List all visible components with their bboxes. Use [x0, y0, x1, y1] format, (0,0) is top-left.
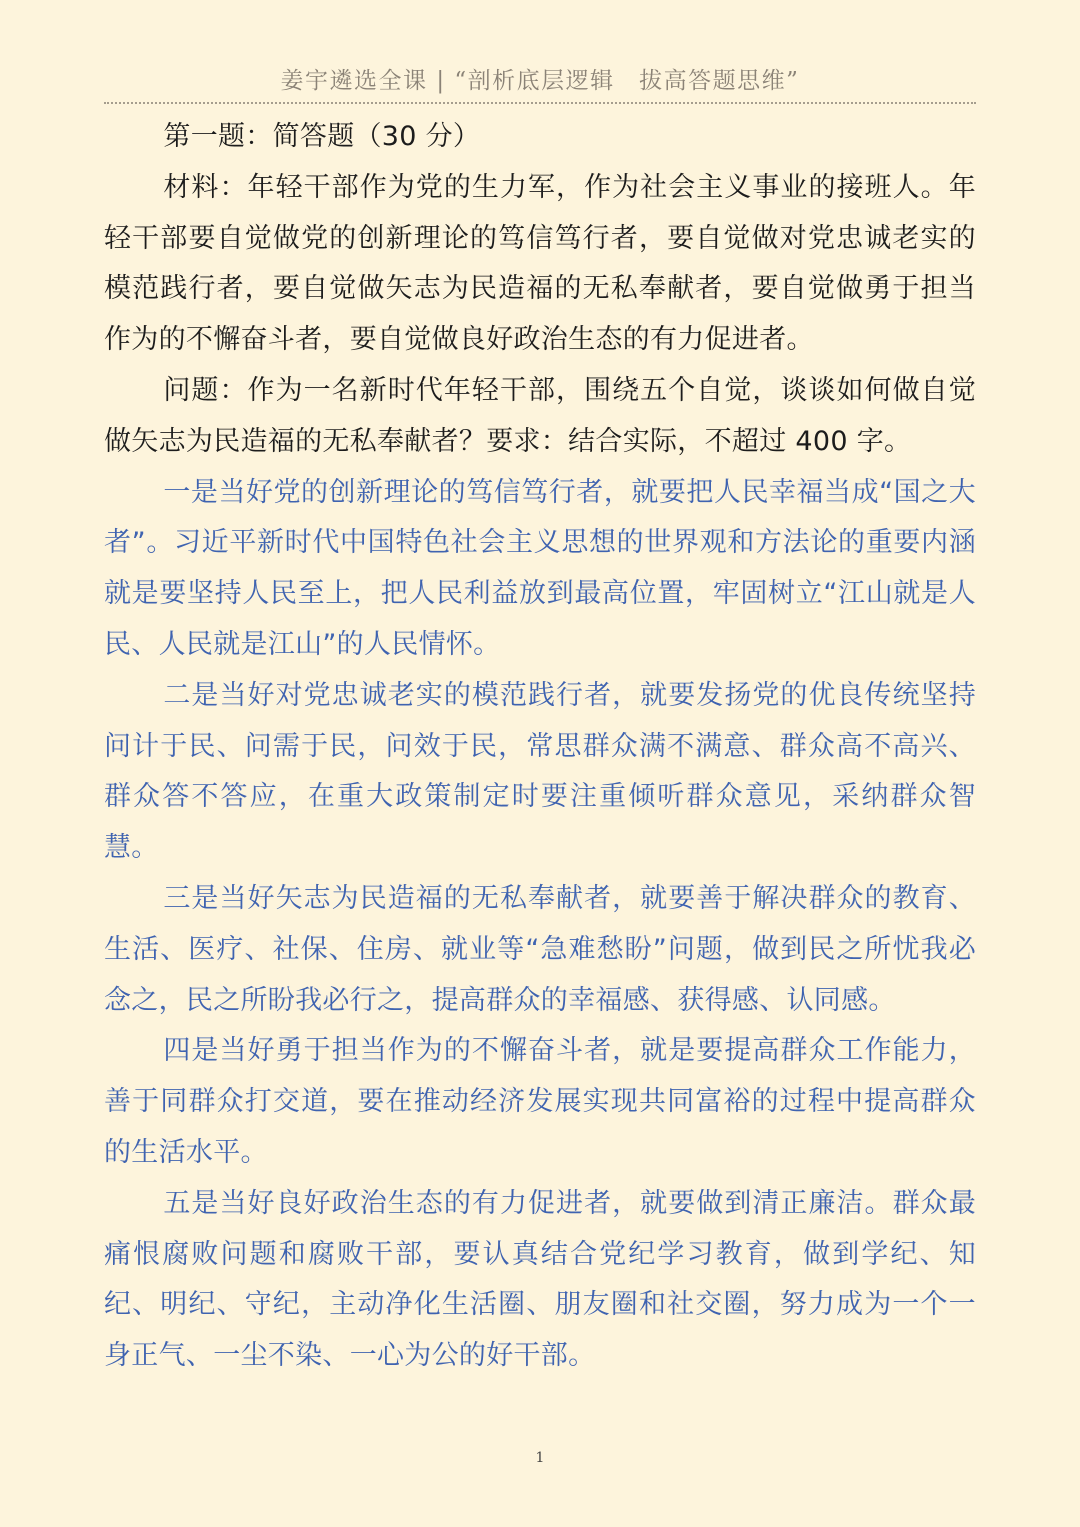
page-number: 1 — [535, 1450, 545, 1466]
answer-paragraph-4: 四是当好勇于担当作为的不懈奋斗者，就是要提高群众工作能力，善于同群众打交道，要在推动经济发展实现共同富裕的过程中提高群众的生活水平。 — [104, 1035, 976, 1168]
page-content — [104, 112, 976, 1382]
question-title: 第一题：简答题（30 分） — [163, 121, 481, 152]
page-header: 姜宇遴选全课 | “剖析底层逻辑 拔高答题思维” — [280, 68, 800, 94]
answer-paragraph-5: 五是当好良好政治生态的有力促进者，就要做到清正廉洁。群众最痛恨腐败问题和腐败干部，要认真结合党纪学习教育，做到学纪、知纪、明纪、守纪，主动净化生活圈、朋友圈和社交圈，努力成为一个一身正气、一尘不染、一心为公的好干部。 — [104, 1187, 976, 1372]
answer-paragraph-1: 一是当好党的创新理论的笃信笃行者，就要把人民幸福当成“国之大者”。习近平新时代中国特色社会主义思想的世界观和方法论的重要内涵就是要坚持人民至上，把人民利益放到最高位置，牢固树立“江山就是人民、人民就是江山”的人民情怀。 — [104, 476, 976, 660]
answer-paragraph-3: 三是当好矢志为民造福的无私奉献者，就要善于解决群众的教育、生活、医疗、社保、住房、就业等“急难愁盼”问题，做到民之所忧我必念之，民之所盼我必行之，提高群众的幸福感、获得感、认同感。 — [104, 882, 976, 1016]
material-paragraph: 材料：年轻干部作为党的生力军，作为社会主义事业的接班人。年轻干部要自觉做党的创新理论的笃信笃行者，要自觉做对党忠诚老实的模范践行者，要自觉做矢志为民造福的无私奉献者，要自觉做勇于担当作为的不懈奋斗者，要自觉做良好政治生态的有力促进者。 — [104, 171, 976, 356]
question-prompt: 问题：作为一名新时代年轻干部，围绕五个自觉，谈谈如何做自觉做矢志为民造福的无私奉献者？要求：结合实际，不超过 400 字。 — [104, 374, 976, 457]
header-divider — [104, 102, 976, 104]
answer-paragraph-2: 二是当好对党忠诚老实的模范践行者，就要发扬党的优良传统坚持问计于民、问需于民，问效于民，常思群众满不满意、群众高不高兴、群众答不答应，在重大政策制定时要注重倾听群众意见，采纳群众智慧。 — [104, 679, 976, 864]
